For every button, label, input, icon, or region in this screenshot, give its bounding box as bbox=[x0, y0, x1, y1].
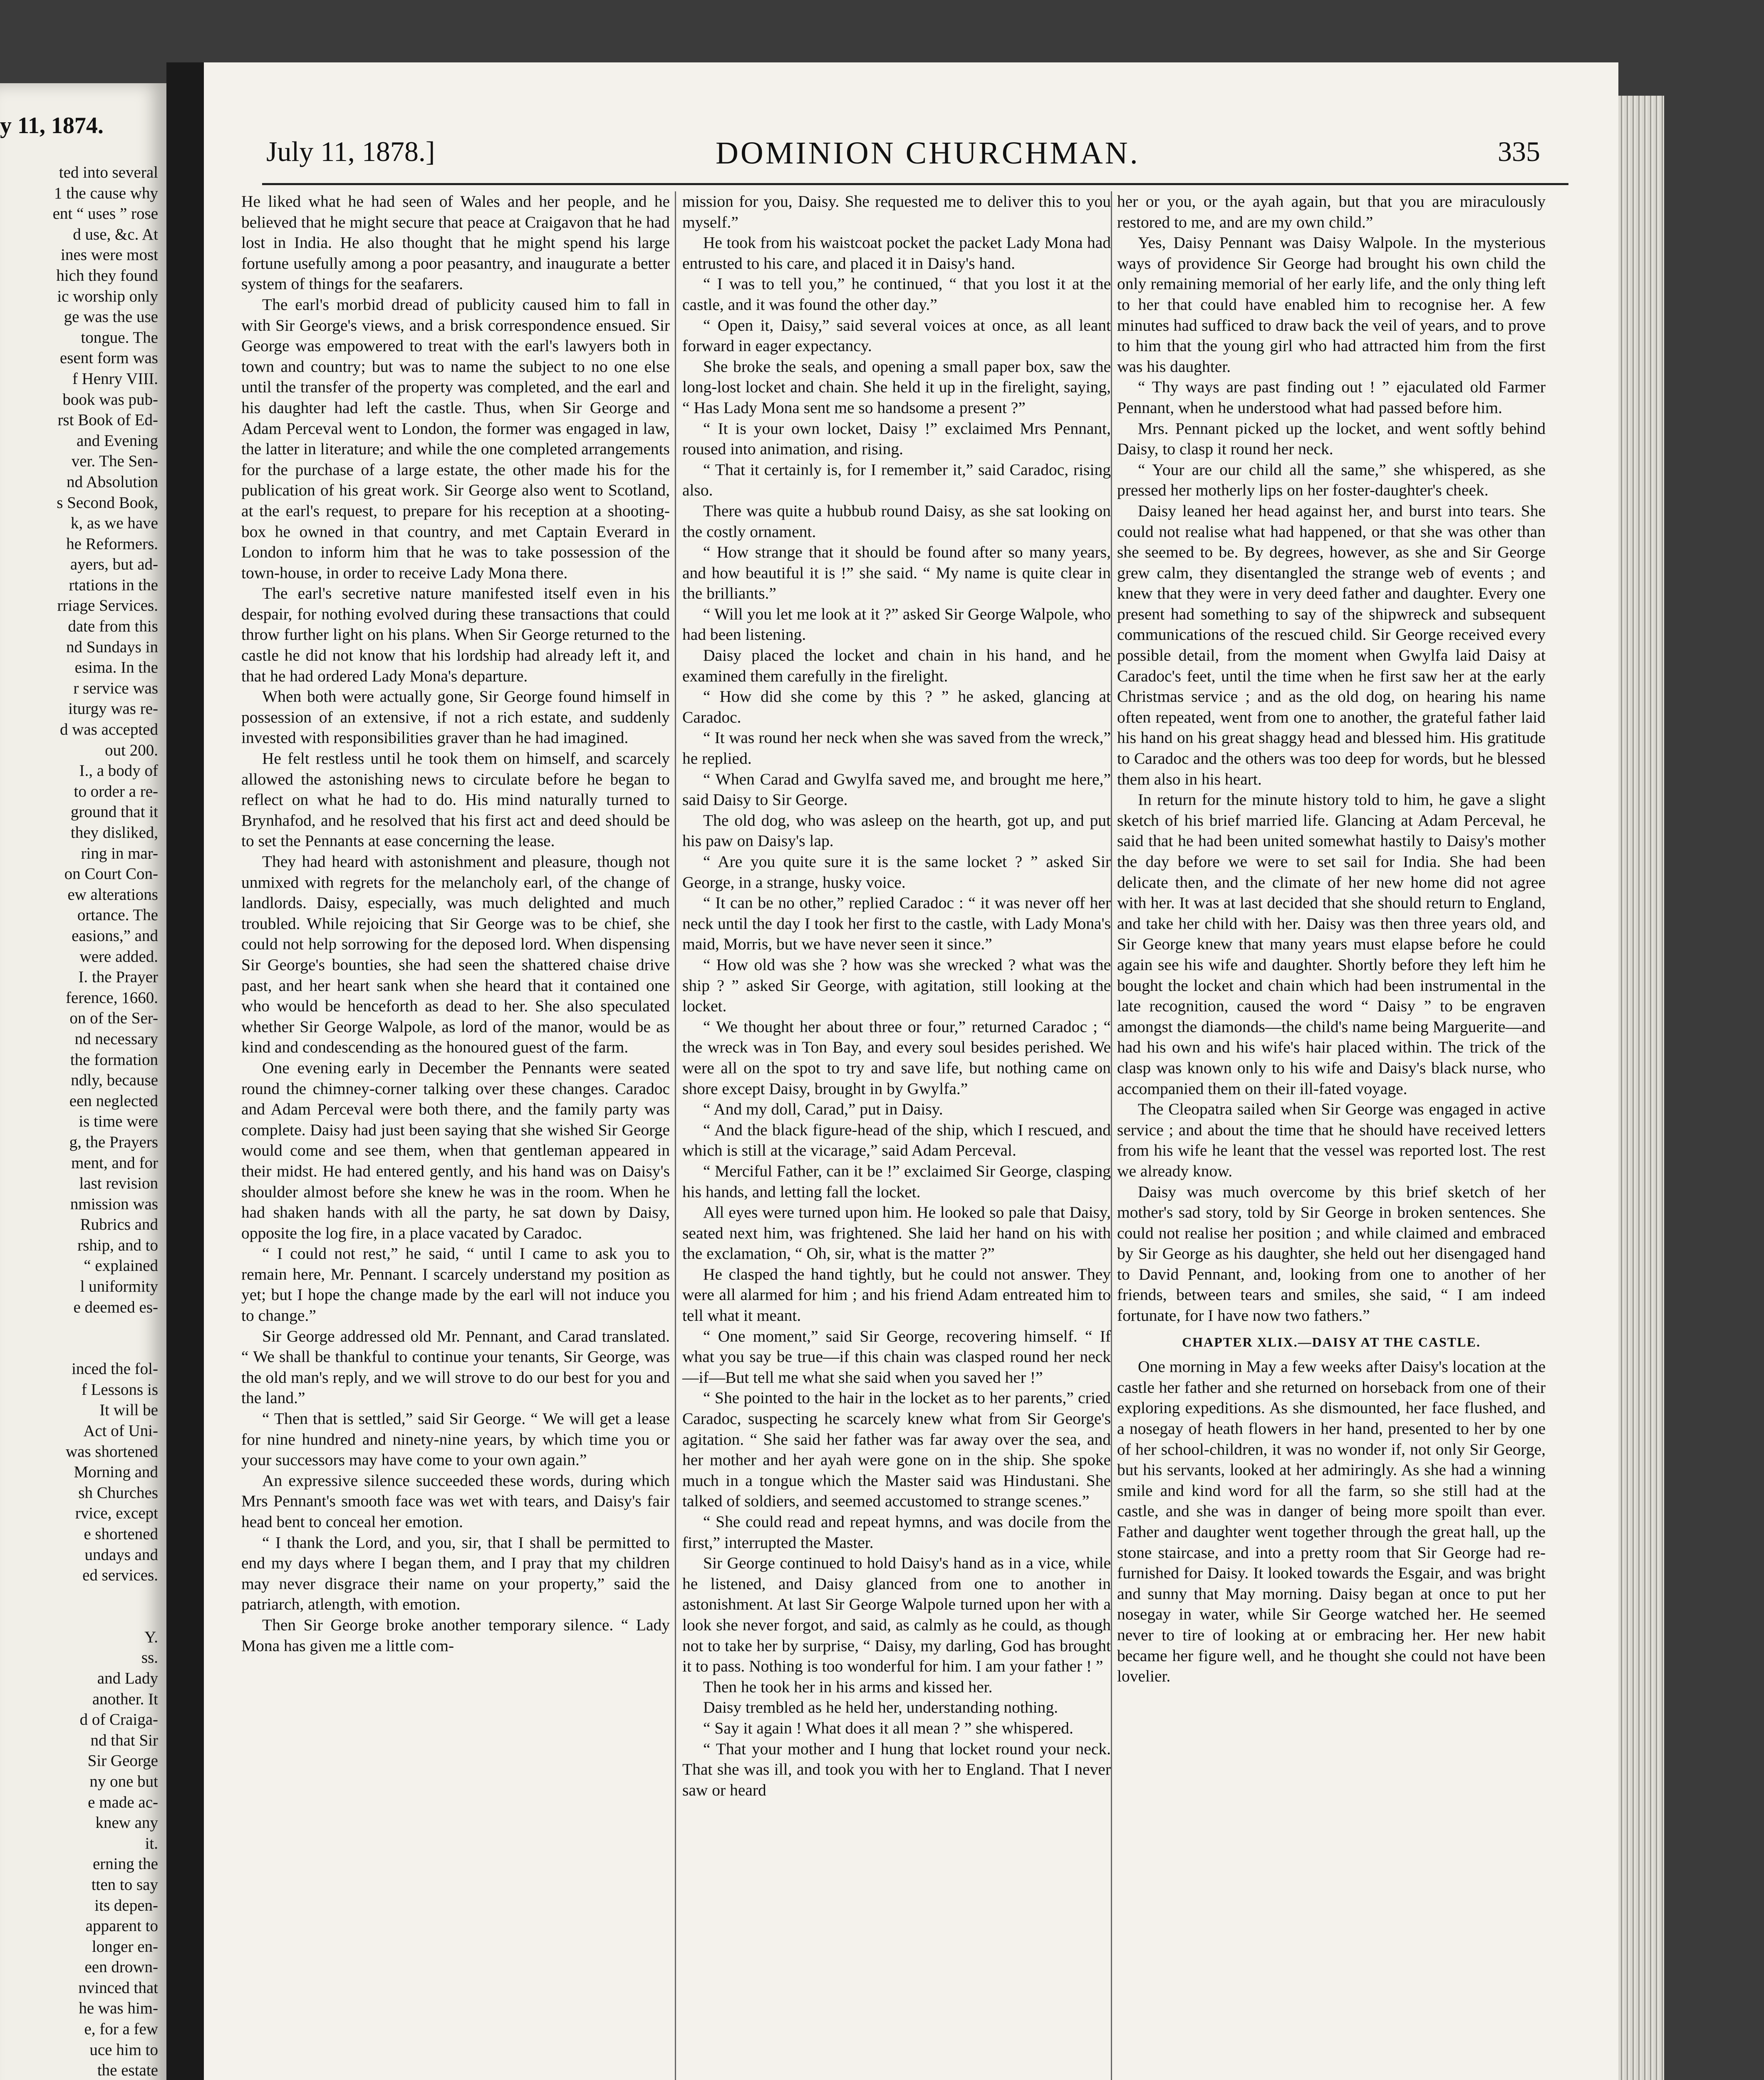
left-page-line: “ explained bbox=[84, 1257, 158, 1275]
paragraph: Daisy was much overcome by this brief sketch of her mother's sad story, told by Sir George in broken sentences. She could not realise her position ; and while claimed and embraced by Sir George as his daughter, she held out her disengaged hand to David Pennant, and, looking from one to another of her friends, between tears and smiles, she said, “ I am indeed fortunate, for I have now two fathers.” bbox=[1117, 1182, 1546, 1325]
left-page-line: they disliked, bbox=[70, 824, 158, 842]
left-page-line: ted into several bbox=[59, 163, 158, 181]
paragraph: “ We thought her about three or four,” returned Caradoc ; “ the wreck was in Ton Bay, and every soul besides perished. We were all on the spot to try and save life, but nothing came on shore except Daisy, brought in by Gwylfa.” bbox=[682, 1017, 1111, 1098]
paragraph: “ I thank the Lord, and you, sir, that I shall be permitted to end my days where I began them, and I pray that my children may never disgrace their name on your property,” said the patriarch, atlength, with emotion. bbox=[241, 1533, 670, 1614]
left-page-line: he Reformers. bbox=[66, 535, 158, 553]
paragraph: “ One moment,” said Sir George, recovering himself. “ If what you say be true—if this chain was clasped round her neck—if—But tell me what she said when you saved her !” bbox=[682, 1327, 1111, 1387]
left-page-line: out 200. bbox=[105, 741, 158, 759]
left-page-line: d of Craiga- bbox=[79, 1711, 158, 1729]
left-page-line: on Court Con- bbox=[64, 865, 158, 883]
left-page-line: nd necessary bbox=[74, 1030, 158, 1048]
left-page-line: nmission was bbox=[70, 1195, 158, 1213]
paragraph: They had heard with astonishment and pleasure, though not unmixed with regrets for the melancholy earl, of the change of landlords. Daisy, especially, was much delighted and much troubled. While rejoicing that Sir George was to be chief, she could not help sorrowing for the deposed lord. When dispensing Sir George's bounties, she had seen the shattered chaise drive past, and her heart sank when she heard that it contained one who would be henceforth as dead to her. She also speculated whether Sir George Walpole, as lord of the manor, would be as kind and condescending as the honoured guest of the farm. bbox=[241, 852, 670, 1057]
left-page-line: e, for a few bbox=[84, 2020, 158, 2038]
left-page-line: it. bbox=[145, 1834, 158, 1852]
paragraph: “ That it certainly is, for I remember it,” said Caradoc, rising also. bbox=[682, 460, 1111, 500]
paragraph: “ I was to tell you,” he continued, “ that you lost it at the castle, and it was found the other day.” bbox=[682, 275, 1111, 314]
paragraph: “ Thy ways are past finding out ! ” ejaculated old Farmer Pennant, when he understood what had passed before him. bbox=[1117, 378, 1546, 417]
left-page-line: sh Churches bbox=[78, 1483, 158, 1502]
left-page-line: iturgy was re- bbox=[68, 700, 158, 718]
page-stack-edge bbox=[1618, 96, 1664, 2080]
left-page-line: and Evening bbox=[76, 431, 158, 450]
paragraph: The old dog, who was asleep on the hearth, got up, and put his paw on Daisy's lap. bbox=[682, 811, 1111, 850]
paragraph: The Cleopatra sailed when Sir George was engaged in active service ; and about the time that he should have received letters from his wife he leant that the vessel was reported lost. The rest we already know. bbox=[1117, 1100, 1546, 1180]
paragraph: “ I could not rest,” he said, “ until I came to ask you to remain here, Mr. Pennant. I scarcely understand my position as yet; but I hope the change made by the earl will not induce you to change.” bbox=[241, 1244, 670, 1325]
left-page-line: another. It bbox=[92, 1690, 158, 1708]
left-page-line: esima. In the bbox=[74, 659, 158, 677]
left-page-line: Morning and bbox=[74, 1463, 158, 1481]
left-page-line: I., a body of bbox=[79, 762, 158, 780]
left-page-line: apparent to bbox=[85, 1917, 158, 1935]
left-page-line: e deemed es- bbox=[73, 1298, 158, 1316]
left-page-line: ayers, but ad- bbox=[70, 555, 158, 574]
left-page-line: s Second Book, bbox=[57, 493, 158, 512]
paragraph: He clasped the hand tightly, but he could not answer. They were all alarmed for him ; and his friend Adam entreated him to tell what it meant. bbox=[682, 1265, 1111, 1325]
left-page-line: ground that it bbox=[70, 803, 158, 821]
left-page-line: ss. bbox=[141, 1649, 158, 1667]
paragraph: Sir George continued to hold Daisy's hand as in a vice, while he listened, and Daisy glanced from one to another in astonishment. At last Sir George Walpole turned upon her with a look she never forgot, and said, as calmly as he could, as though not to take her by surprise, “ Daisy, my darling, God has brought it to pass. Nothing is too wonderful for him. I am your father ! ” bbox=[682, 1554, 1111, 1676]
paragraph: “ How did she come by this ? ” he asked, glancing at Caradoc. bbox=[682, 687, 1111, 726]
left-page-line: on of the Ser- bbox=[69, 1009, 158, 1028]
paragraph: Sir George addressed old Mr. Pennant, and Carad translated. “ We shall be thankful to continue your tenants, Sir George, was the old man's reply, and we will strove to do our best for you and the land.” bbox=[241, 1327, 670, 1407]
left-page-line: ver. The Sen- bbox=[71, 452, 158, 470]
left-page-line: 1 the cause why bbox=[54, 184, 158, 202]
left-page-line: d use, &c. At bbox=[73, 225, 158, 243]
left-page-line: ny one but bbox=[89, 1772, 158, 1790]
paragraph: Yes, Daisy Pennant was Daisy Walpole. In the mysterious ways of providence Sir George had brought his own child the only remaining memorial of her early life, and the only thing left to her that could have enabled him to recognise her. A few minutes had sufficed to draw back the veil of years, and to prove to him that the young girl who had attracted him from the first was his daughter. bbox=[1117, 233, 1546, 376]
left-page-line: ortance. The bbox=[77, 906, 158, 924]
paragraph: “ And my doll, Carad,” put in Daisy. bbox=[703, 1100, 943, 1119]
paragraph: Daisy trembled as he held her, understanding nothing. bbox=[703, 1698, 1058, 1717]
paragraph: “ Merciful Father, can it be !” exclaimed Sir George, clasping his hands, and letting fall the locket. bbox=[682, 1161, 1111, 1201]
text-column-3 bbox=[1117, 191, 1546, 1687]
left-page-line: ew alterations bbox=[67, 885, 158, 904]
left-page-line: is time were bbox=[79, 1112, 158, 1131]
left-page-line: were added. bbox=[79, 947, 158, 966]
paragraph: “ She could read and repeat hymns, and was docile from the first,” interrupted the Master. bbox=[682, 1513, 1111, 1552]
left-page-line: rship, and to bbox=[77, 1236, 158, 1254]
left-page-line: was shortened bbox=[65, 1442, 158, 1461]
paragraph: Mrs. Pennant picked up the locket, and went softly behind Daisy, to clasp it round her neck. bbox=[1117, 419, 1546, 458]
left-page-line: e made ac- bbox=[88, 1793, 158, 1811]
paragraph: “ It was round her neck when she was saved from the wreck,” he replied. bbox=[682, 728, 1111, 768]
paragraph: “ Then that is settled,” said Sir George. “ We will get a lease for nine hundred and ninety-nine years, by which time you or your successors may have come to your own again.” bbox=[241, 1409, 670, 1469]
left-page-line: ment, and for bbox=[71, 1154, 158, 1172]
left-page-line: e shortened bbox=[84, 1525, 158, 1543]
paragraph: “ Will you let me look at it ?” asked Sir George Walpole, who had been listening. bbox=[682, 604, 1111, 644]
left-page-line: tten to say bbox=[91, 1875, 158, 1894]
left-page-line: hich they found bbox=[56, 266, 158, 285]
paragraph: Then Sir George broke another temporary silence. “ Lady Mona has given me a little com- bbox=[241, 1615, 670, 1655]
paragraph: One evening early in December the Pennants were seated round the chimney-corner talking over these changes. Caradoc and Adam Perceval were both there, and the family party was complete. Daisy had just been saying that she wished Sir George would come and see them, when that gentleman appeared in their midst. He had entered gently, and his hand was on Daisy's shoulder almost before she knew he was in the room. When he had shaken hands with all the party, he sat down by Daisy, opposite the log fire, in a place vacated by Caradoc. bbox=[241, 1058, 670, 1242]
left-page-line: the formation bbox=[70, 1050, 158, 1069]
left-page-line: ference, 1660. bbox=[66, 988, 158, 1007]
left-page-text bbox=[0, 162, 158, 2080]
left-page-line: r service was bbox=[73, 679, 158, 697]
paragraph: “ Are you quite sure it is the same locket ? ” asked Sir George, in a strange, husky voice. bbox=[682, 852, 1111, 891]
left-page-line: rtations in the bbox=[69, 576, 158, 594]
page-number: 335 bbox=[1498, 136, 1540, 167]
paragraph: “ Your are our child all the same,” she whispered, as she pressed her motherly lips on her foster-daughter's cheek. bbox=[1117, 460, 1546, 500]
left-page-line: book was pub- bbox=[62, 390, 158, 409]
left-facing-page bbox=[0, 83, 166, 2080]
paragraph: He liked what he had seen of Wales and her people, and he believed that he might secure that peace at Craigavon that he had lost in India. He also thought that he might spend his large fortune usefully among a poor peasantry, and inaugurate a better system of things for the seafarers. bbox=[241, 192, 670, 293]
paragraph: “ Open it, Daisy,” said several voices at once, as all leant forward in eager expectancy. bbox=[682, 316, 1111, 355]
left-page-line: d was accepted bbox=[59, 721, 158, 739]
paragraph: An expressive silence succeeded these words, during which Mrs Pennant's smooth face was wet with tears, and Daisy's fair head bent to conceal her emotion. bbox=[241, 1471, 670, 1531]
left-page-line: longer en- bbox=[92, 1937, 158, 1956]
left-page-line: nd Sundays in bbox=[66, 638, 158, 656]
paragraph: “ It is your own locket, Daisy !” exclaimed Mrs Pennant, roused into animation, and rising. bbox=[682, 419, 1111, 458]
left-page-line: g, the Prayers bbox=[69, 1133, 158, 1151]
column-divider bbox=[1111, 191, 1112, 2080]
left-page-line: ndly, because bbox=[71, 1071, 158, 1090]
left-page-line: ring in mar- bbox=[81, 844, 158, 862]
paragraph: One morning in May a few weeks after Daisy's location at the castle her father and she returned on horseback from one of their exploring expeditions. As she dismounted, her face flushed, and a nosegay of heath flowers in her hand, presented to her by one of her school-children, it was no wonder if, not only Sir George, but his servants, looked at her admiringly. As she had a winning smile and kind word for all the farm, so she still had at the castle, and she was in danger of being more spoilt than ever. Father and daughter went together through the great hall, up the stone staircase, and into a pretty room that Sir George had re-furnished for Daisy. It looked towards the Esgair, and was bright and sunny that May morning. Daisy began at once to put her nosegay in water, while Sir George watched her. He seemed never to tire of looking at or embracing her. Her new habit became her figure well, and he thought she could not have been lovelier. bbox=[1117, 1357, 1546, 1686]
column-divider bbox=[675, 191, 676, 2080]
left-page-line: and Lady bbox=[97, 1669, 158, 1687]
left-page-line: inced the fol- bbox=[72, 1360, 158, 1378]
left-page-line: its depen- bbox=[94, 1896, 158, 1914]
left-page-line: uce him to bbox=[89, 2040, 158, 2059]
paragraph: “ When Carad and Gwylfa saved me, and brought me here,” said Daisy to Sir George. bbox=[682, 770, 1111, 809]
paragraph: “ She pointed to the hair in the locket as to her parents,” cried Caradoc, suspecting he scarcely knew what from Sir George's agitation. “ She said her father was far away over the sea, and her mother and her ayah were gone on in the ship. She spoke much in a tongue which the Master said was Hindustani. She talked of soldiers, and seemed accustomed to strange scenes.” bbox=[682, 1389, 1111, 1510]
left-page-line: he was him- bbox=[79, 1999, 158, 2018]
chapter-heading: CHAPTER XLIX.—DAISY AT THE CASTLE. bbox=[1182, 1334, 1481, 1350]
left-page-line: date from this bbox=[68, 617, 158, 636]
left-page-line: nvinced that bbox=[78, 1978, 158, 1997]
page-date: July 11, 1878.] bbox=[266, 136, 435, 167]
paragraph: All eyes were turned upon him. He looked so pale that Daisy, seated next him, was frightened. She laid her hand on his with the exclamation, “ Oh, sir, what is the matter ?” bbox=[682, 1203, 1111, 1263]
left-page-line: nd Absolution bbox=[67, 473, 158, 491]
left-page-line: to order a re- bbox=[74, 782, 158, 800]
paragraph: mission for you, Daisy. She requested me to deliver this to you myself.” bbox=[682, 192, 1111, 231]
left-page-line: erning the bbox=[92, 1855, 158, 1873]
paragraph: “ How strange that it should be found after so many years, and how beautiful it is !” she said. “ My name is quite clear in the brilliants.” bbox=[682, 543, 1111, 603]
paragraph: In return for the minute history told to him, he gave a slight sketch of his brief married life. Glancing at Adam Perceval, he said that he had been united somewhat hastily to Daisy's mother the day before we were to set sail for India. She had been delicate then, and the climate of her new home did not agree with her. It was at last decided that she should return to England, and take her child with her. Daisy was then three years old, and Sir George knew that many years must elapse before he could again see his wife and daughter. Shortly before they left him he bought the locket and chain which had been instrumental in the late recognition, caused the word “ Daisy ” to be engraven amongst the diamonds—the child's name being Marguerite—and had his own and his wife's hair placed within. The trick of the clasp was known only to his wife and Daisy's black nurse, who accompanied them on their ill-fated voyage. bbox=[1117, 790, 1546, 1098]
paragraph: The earl's morbid dread of publicity caused him to fall in with Sir George's views, and a brisk correspondence ensued. Sir George was empowered to treat with the earl's lawyers both in town and country; but was to name the subject to no one else until the transfer of the property was completed, and the earl and his daughter had left the castle. Thus, when Sir George and Adam Perceval went to London, the former was engaged in law, the latter in literature; and while the one completed arrangements for the purchase of a large estate, the other made his for the publication of his great work. Sir George also went to Scotland, at the earl's request, to prepare for his reception at a shooting-box he owned in that country, and met Captain Everard in London to inform him that he was to take possession of the town-house, in order to receive Lady Mona there. bbox=[241, 295, 670, 582]
paragraph: “ How old was she ? how was she wrecked ? what was the ship ? ” asked Sir George, with agitation, still looking at the locket. bbox=[682, 955, 1111, 1015]
left-page-line: een neglected bbox=[69, 1092, 158, 1110]
paragraph: her or you, or the ayah again, but that you are miraculously restored to me, and are my own child.” bbox=[1117, 192, 1546, 231]
left-page-line: Act of Uni- bbox=[83, 1422, 158, 1440]
left-page-line: k, as we have bbox=[70, 514, 158, 532]
paragraph: “ That your mother and I hung that locket round your neck. That she was ill, and took you with her to England. That I never saw or heard bbox=[682, 1739, 1111, 1799]
left-page-line: knew any bbox=[95, 1814, 158, 1832]
paragraph: When both were actually gone, Sir George found himself in possession of an extensive, if not a rich estate, and suddenly invested with responsibilities graver than he had imagined. bbox=[241, 687, 670, 747]
publication-title: DOMINION CHURCHMAN. bbox=[716, 136, 1140, 171]
paragraph: He took from his waistcoat pocket the packet Lady Mona had entrusted to his care, and placed it in Daisy's hand. bbox=[682, 233, 1111, 272]
left-page-header: y 11, 1874. bbox=[0, 113, 104, 139]
left-page-line: Y. bbox=[144, 1628, 158, 1646]
left-page-line: l uniformity bbox=[80, 1278, 158, 1296]
left-page-line: ic worship only bbox=[57, 287, 158, 305]
left-page-line: rvice, except bbox=[75, 1504, 158, 1523]
paragraph: He felt restless until he took them on himself, and scarcely allowed the astonishing news to circulate before he began to reflect on what he had to do. His mind naturally turned to Brynhafod, and he resolved that his first act and deed should be to set the Pennants at ease concerning the lease. bbox=[241, 749, 670, 850]
paragraph: “ Say it again ! What does it all mean ? ” she whispered. bbox=[703, 1718, 1073, 1737]
book-gutter bbox=[166, 62, 204, 2080]
left-page-line: easions,” and bbox=[72, 926, 158, 945]
paragraph: She broke the seals, and opening a small paper box, saw the long-lost locket and chain. She held it up in the firelight, saying, “ Has Lady Mona sent me so handsome a present ?” bbox=[682, 357, 1111, 417]
left-page-line: een drown- bbox=[84, 1958, 158, 1976]
paragraph: “ It can be no other,” replied Caradoc : “ it was never off her neck until the day I took her first to the castle, with Lady Mona's maid, Morris, but we have never seen it since.” bbox=[682, 894, 1111, 953]
left-page-line: last revision bbox=[79, 1174, 158, 1193]
paragraph: There was quite a hubbub round Daisy, as she sat looking on the costly ornament. bbox=[682, 501, 1111, 541]
left-page-line: undays and bbox=[84, 1545, 158, 1564]
paragraph: “ And the black figure-head of the ship, which I rescued, and which is still at the vicarage,” said Adam Perceval. bbox=[682, 1120, 1111, 1160]
left-page-line: ed services. bbox=[82, 1566, 158, 1585]
left-page-line: the estate bbox=[97, 2061, 158, 2080]
left-page-line: Rubrics and bbox=[80, 1216, 158, 1234]
left-page-line: esent form was bbox=[59, 349, 158, 367]
left-page-line: ines were most bbox=[61, 246, 158, 264]
text-column-2 bbox=[682, 191, 1111, 1800]
paragraph: Daisy placed the locket and chain in his hand, and he examined them carefully in the firelight. bbox=[682, 646, 1111, 685]
paragraph: Daisy leaned her head against her, and burst into tears. She could not realise what had happened, or that she was other than she seemed to be. By degrees, however, as she and Sir George grew calm, they disentangled the strange web of events ; and knew that they were in very deed father and daughter. Every one present had something to say of the shipwreck and subsequent communications of the rescued child. Sir George received every possible detail, from the moment when Gwylfa laid Daisy at Caradoc's feet, until the time when he first saw her at the early Christmas service ; and as the old dog, on hearing his name often repeated, went from one to another, the grateful father laid his hand on his great shaggy head and blessed him. His gratitude to Caradoc and the others was too deep for words, but he blessed them also in his heart. bbox=[1117, 501, 1546, 788]
left-page-line: rst Book of Ed- bbox=[57, 411, 158, 429]
paragraph: Then he took her in his arms and kissed her. bbox=[703, 1677, 993, 1696]
left-page-line: ge was the use bbox=[64, 308, 158, 326]
main-page bbox=[204, 62, 1618, 2080]
left-page-line: tongue. The bbox=[81, 328, 158, 347]
left-page-line: ent “ uses ” rose bbox=[52, 205, 158, 223]
left-page-line: rriage Services. bbox=[57, 597, 158, 615]
left-page-line: f Lessons is bbox=[81, 1380, 158, 1399]
left-page-line: Sir George bbox=[87, 1752, 158, 1770]
left-page-line: f Henry VIII. bbox=[72, 369, 158, 388]
left-page-line: It will be bbox=[99, 1401, 158, 1419]
text-column-1 bbox=[241, 191, 670, 1656]
header-rule bbox=[262, 183, 1568, 185]
paragraph: The earl's secretive nature manifested itself even in his despair, for nothing evolved during these transactions that could throw further light on his plans. When Sir George returned to the castle he did not know that his lordship had already left it, and that he had ordered Lady Mona's departure. bbox=[241, 584, 670, 685]
left-page-line: I. the Prayer bbox=[78, 968, 158, 986]
left-page-line: nd that Sir bbox=[90, 1731, 158, 1749]
